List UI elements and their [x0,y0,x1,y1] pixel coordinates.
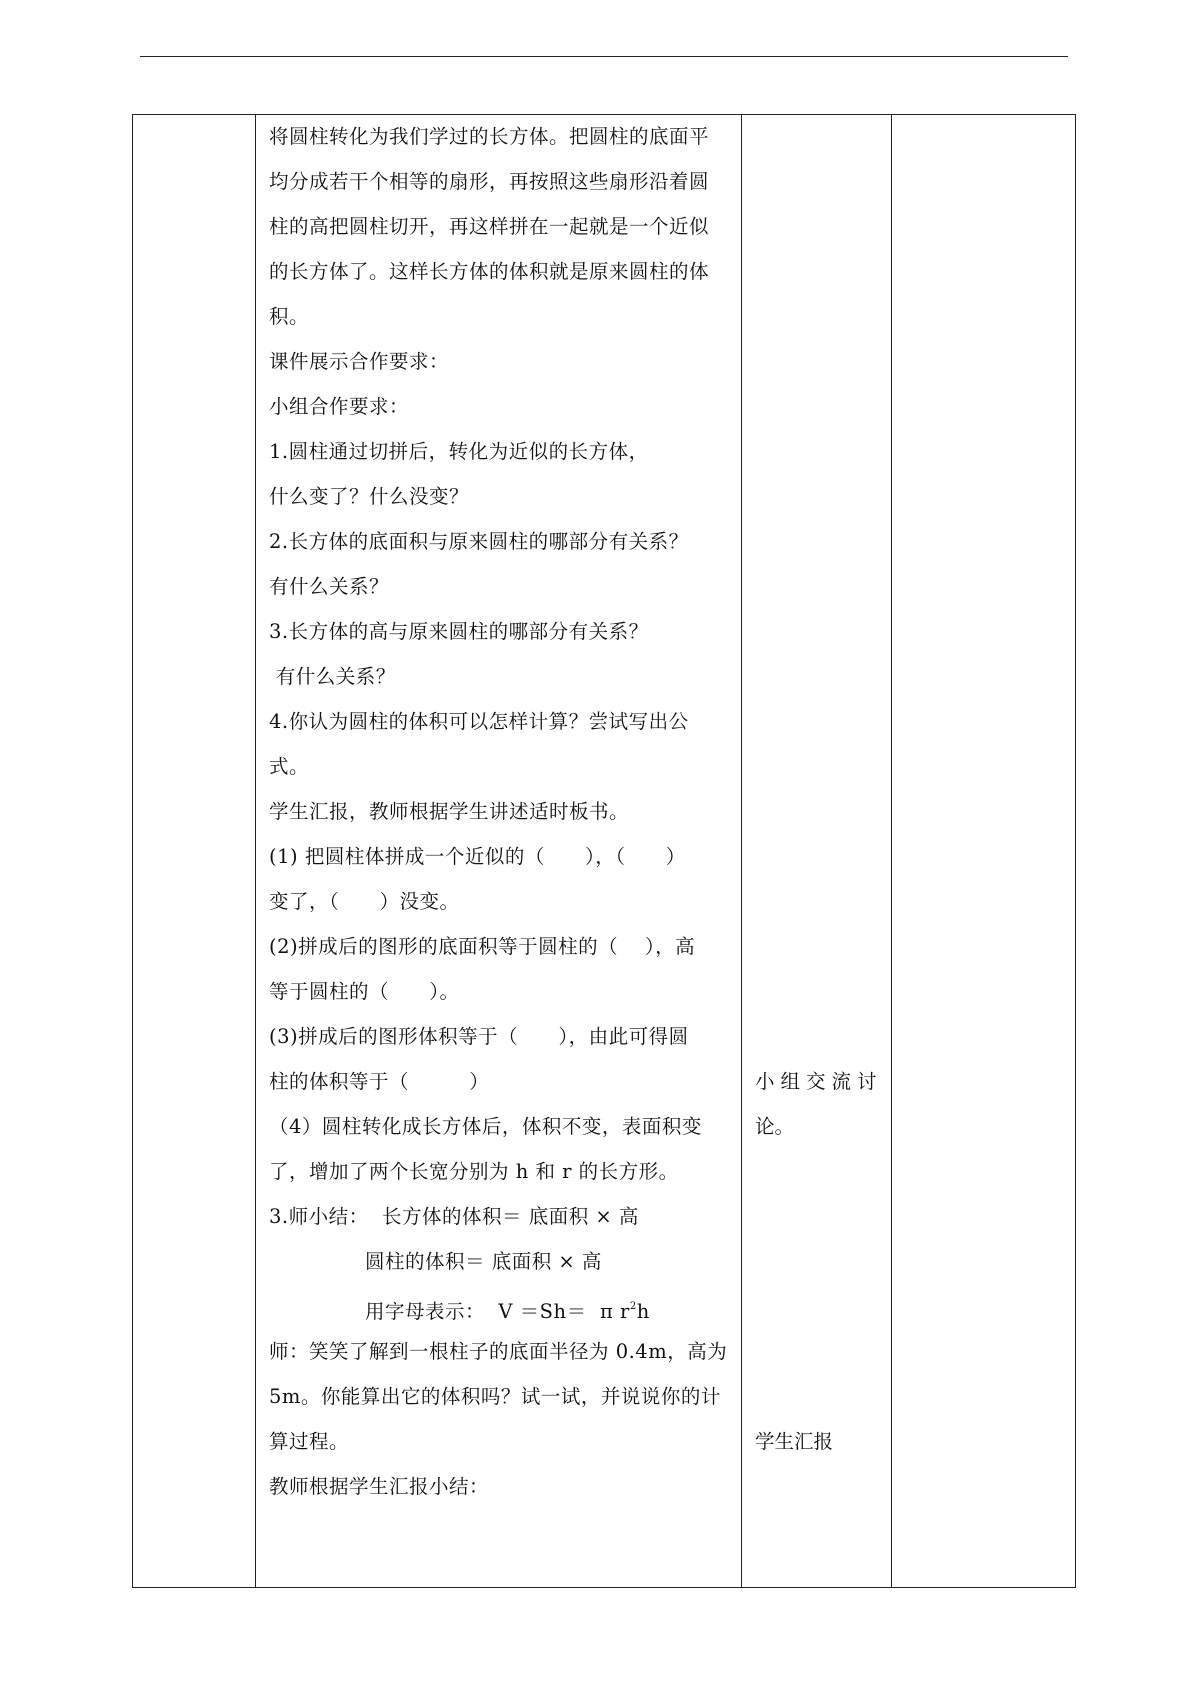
formula-suffix: h [636,1300,650,1323]
formula-exponent: 2 [629,1301,637,1312]
teaching-process-cell [257,115,743,1587]
text-line: 均分成若干个相等的扇形，再按照这些扇形沿着圆 [269,170,710,193]
text-line: 学生汇报，教师根据学生讲述适时板书。 [269,800,630,823]
text-line: 3.长方体的高与原来圆柱的哪部分有关系？ [269,620,649,643]
text-line: 小组合作要求： [269,395,410,418]
text-line: 柱的体积等于（ ） [269,1070,490,1093]
side-text-line: 学生汇报 [755,1430,834,1453]
text-line: 教师根据学生汇报小结： [269,1475,490,1498]
text-line: 了，增加了两个长宽分别为 h 和 r 的长方形。 [269,1160,679,1183]
lesson-table [132,114,1076,1588]
text-line: 有什么关系？ [269,575,390,598]
formula-line [365,1295,650,1324]
text-line: 1.圆柱通过切拼后，转化为近似的长方体， [269,440,649,463]
text-line: 算过程。 [269,1430,350,1453]
text-line: （4）圆柱转化成长方体后，体积不变，表面积变 [269,1115,702,1138]
text-line: 师：笑笑了解到一根柱子的底面半径为 0.4m，高为 [269,1340,728,1363]
text-line: (2)拼成后的图形的底面积等于圆柱的（ ），高 [269,935,696,958]
formula-text: 用字母表示： V ＝Sh＝ π r [365,1300,630,1323]
text-line: (3)拼成后的图形体积等于（ ），由此可得圆 [269,1025,689,1048]
text-line: (1) 把圆柱体拼成一个近似的（ ），（ ） [269,845,686,868]
column-divider-1 [255,115,256,1587]
text-line: 4.你认为圆柱的体积可以怎样计算？尝试写出公 [269,710,689,733]
side-text-line: 论。 [755,1115,795,1138]
text-line: 变了，（ ）没变。 [269,890,460,913]
text-line: 课件展示合作要求： [269,350,450,373]
text-line: 等于圆柱的（ ）。 [269,980,460,1003]
text-line: 有什么关系？ [269,665,396,688]
text-line: 式。 [269,755,310,778]
text-line: 什么变了？什么没变？ [269,485,470,508]
text-line: 将圆柱转化为我们学过的长方体。把圆柱的底面平 [269,125,710,148]
text-line: 圆柱的体积＝ 底面积 × 高 [365,1250,602,1273]
text-line: 积。 [269,305,310,328]
text-line: 3.师小结： 长方体的体积＝ 底面积 × 高 [269,1205,639,1228]
side-text-line: 小组交流讨 [755,1070,883,1093]
header-rule [140,56,1068,57]
text-line: 柱的高把圆柱切开，再这样拼在一起就是一个近似 [269,215,710,238]
text-line: 2.长方体的底面积与原来圆柱的哪部分有关系？ [269,530,689,553]
student-activity-cell [743,115,893,1587]
text-line: 5m。你能算出它的体积吗？试一试，并说说你的计 [269,1385,721,1408]
text-line: 的长方体了。这样长方体的体积就是原来圆柱的体 [269,260,710,283]
